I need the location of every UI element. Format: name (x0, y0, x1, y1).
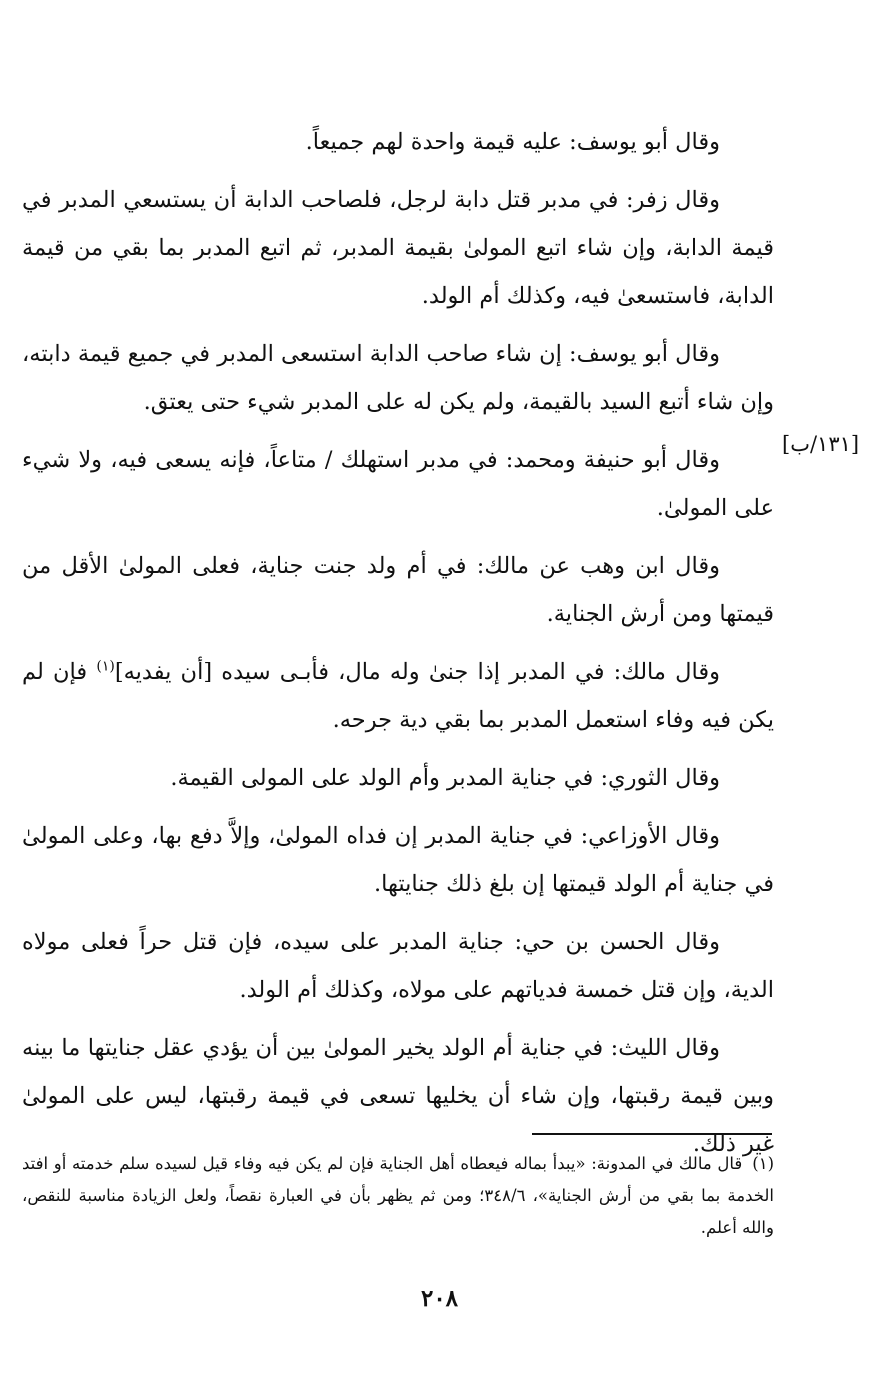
page-number: ٢٠٨ (420, 1285, 459, 1312)
paragraph-layth: وقال الليث: في جناية أم الولد يخير المولىٰ بين أن يؤدي عقل جنايتها ما بينه وبين قيمة رقبتها، وإن شاء أن يخليها تسعى في قيمة رقبتها، ليس على المولىٰ غير ذلك. (22, 1035, 774, 1157)
paragraph-abu-yusuf-1: وقال أبو يوسف: عليه قيمة واحدة لهم جميعاً. (305, 129, 720, 155)
footnote-text: قال مالك في المدونة: «يبدأ بماله فيعطاه أهل الجناية فإن لم يكن فيه وفاء قيل لسيده سلم خدمته أو افتد الخدمة بما بقي من أرش الجناية»، ٣٤٨/٦؛ ومن ثم يظهر بأن في العبارة نقصاً، ولعل الزيادة مناسبة للنقص، والله أعلم. (22, 1154, 774, 1237)
paragraph-malik-text: وقال مالك: في المدبر إذا جنىٰ وله مال، فأبـى سيده [أن يفديه] (114, 659, 720, 685)
paragraph-malik (22, 648, 774, 744)
paragraph-malik-rest: فإن لم يكن فيه وفاء استعمل المدبر بما بقي دية جرحه. (22, 659, 774, 733)
paragraph-hasan-bin-hay: وقال الحسن بن حي: جناية المدبر على سيده، فإن قتل حراً فعلى مولاه الدية، وإن قتل خمسة فدياتهم على مولاه، وكذلك أم الولد. (22, 929, 774, 1003)
manuscript-folio-reference: [١٣١/ب] (782, 432, 860, 456)
paragraph-zufar: وقال زفر: في مدبر قتل دابة لرجل، فلصاحب الدابة أن يستسعي المدبر في قيمة الدابة، وإن شاء اتبع المولىٰ بقيمة المدبر، ثم اتبع المدبر بما بقي من قيمة الدابة، فاستسعىٰ فيه، وكذلك أم الولد. (22, 187, 774, 309)
footnote-number: (١) (752, 1154, 774, 1173)
footnote-marker[interactable]: (١) (96, 658, 115, 675)
paragraph-ibn-wahb: وقال ابن وهب عن مالك: في أم ولد جنت جناية، فعلى المولىٰ الأقل من قيمتها ومن أرش الجناية. (22, 553, 774, 627)
main-text (22, 118, 774, 1178)
paragraph-abu-yusuf-2: وقال أبو يوسف: إن شاء صاحب الدابة استسعى المدبر في جميع قيمة دابته، وإن شاء أتبع السيد بالقيمة، ولم يكن له على المدبر شيء حتى يعتق. (22, 341, 774, 415)
footnote-divider (532, 1133, 772, 1135)
paragraph-thawri: وقال الثوري: في جناية المدبر وأم الولد على المولى القيمة. (170, 765, 720, 791)
footnote (22, 1148, 774, 1244)
paragraph-awzai: وقال الأوزاعي: في جناية المدبر إن فداه المولىٰ، وإلاَّ دفع بها، وعلى المولىٰ في جناية أم الولد قيمتها إن بلغ ذلك جنايتها. (22, 823, 774, 897)
paragraph-abu-hanifa: وقال أبو حنيفة ومحمد: في مدبر استهلك / متاعاً، فإنه يسعى فيه، ولا شيء على المولىٰ. (22, 447, 774, 521)
